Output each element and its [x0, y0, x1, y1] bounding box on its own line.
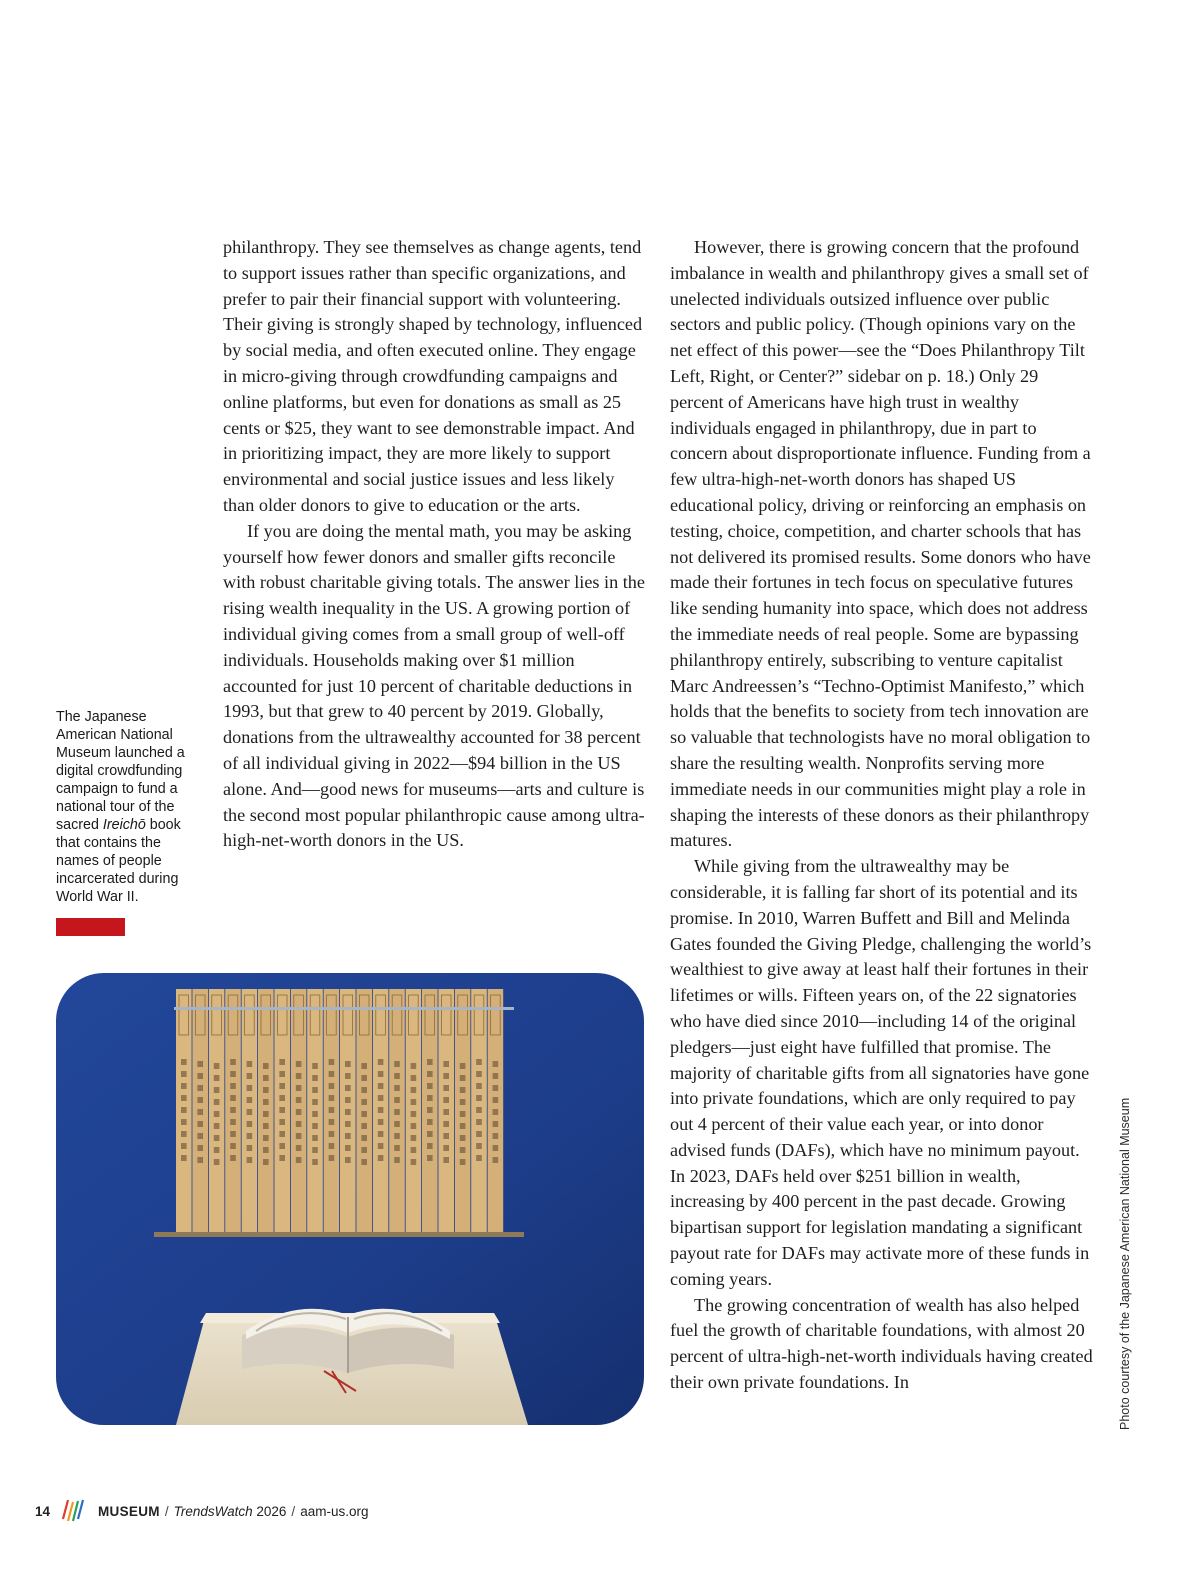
body-column-right [670, 235, 1095, 1396]
website-link[interactable]: aam-us.org [300, 1503, 369, 1519]
aam-logo-icon [60, 1497, 86, 1526]
caption-italic-title: Ireichō [102, 817, 146, 833]
caption-text-end: book that contains the names of people incarcerated during World War II. [56, 817, 181, 905]
series-year: 2026 [256, 1503, 287, 1519]
wooden-slat [307, 989, 323, 1232]
magazine-name: MUSEUM [98, 1503, 160, 1519]
paragraph: If you are doing the mental math, you may be asking yourself how fewer donors and smaller gifts reconcile with robust charitable giving totals. The answer lies in the rising wealth inequality in the US. A growing portion of individual giving comes from a small group of well-off individuals. Households making over $1 million accounted for just 10 percent of charitable deductions in 1993, but that grew to 40 percent by 2019. Globally, donations from the ultrawealthy accounted for 38 percent of all individual giving in 2022—$94 billion in the US alone. And—good news for museums—arts and culture is the second most popular philanthropic cause among ultra-high-net-worth donors in the US. [223, 520, 645, 851]
wooden-slat [258, 989, 274, 1232]
photo-credit: Photo courtesy of the Japanese American National Museum [1118, 1097, 1132, 1430]
page-footer [20, 1498, 368, 1524]
photo-caption [56, 708, 206, 906]
wooden-slat [356, 989, 372, 1232]
series-name: TrendsWatch [173, 1503, 253, 1519]
wooden-slat [209, 989, 225, 1232]
paragraph: However, there is growing concern that the profound imbalance in wealth and philanthropy gives a small set of unelected individuals outsized influence over public sectors and public policy. (Though opinions vary on the net effect of this power—see the “Does Philanthropy Tilt Left, Right, or Center?” sidebar on p. 18.) Only 29 percent of Americans have high trust in wealthy individuals engaged in philanthropy, due in part to concern about disproportionate influence. Funding from a few ultra-high-net-worth donors has shaped US educational policy, driving or reinforcing an emphasis on testing, choice, competition, and charter schools that has not delivered its promised results. Some donors who have made their fortunes in tech focus on speculative futures like sending humanity into space, which does not address the immediate needs of real people. Some are bypassing philanthropy entirely, subscribing to venture capitalist Marc Andreessen’s “Techno-Optimist Manifesto,” which holds that the benefits to society from tech innovation are so valuable that technologists have no moral obligation to share the resulting wealth. Nonprofits serving more immediate needs in our communities might play a role in shaping the interests of these donors as their philanthropy matures. [670, 237, 1091, 851]
body-column-middle [223, 235, 648, 854]
paragraph: The growing concentration of wealth has also helped fuel the growth of charitable foundations, with almost 20 percent of ultra-high-net-worth individuals having created their own private foundations. In [670, 1294, 1093, 1393]
wooden-slat [455, 989, 471, 1232]
paragraph: philanthropy. They see themselves as change agents, tend to support issues rather than specific organizations, and prefer to pair their financial support with volunteering. Their giving is strongly shaped by technology, influenced by social media, and often executed online. They engage in micro-giving through crowdfunding campaigns and online platforms, but even for donations as small as 25 cents or $25, they want to see demonstrable impact. And in prioritizing impact, they are more likely to support environmental and social justice issues and less likely than older donors to give to education or the arts. [223, 237, 643, 515]
accent-bar [56, 918, 125, 936]
footer-separator: / [164, 1503, 169, 1519]
caption-text: The Japanese American National Museum launched a digital crowdfunding campaign to fund a national tour of the sacred [56, 709, 185, 833]
paragraph: While giving from the ultrawealthy may be considerable, it is falling far short of its potential and its promise. In 2010, Warren Buffett and Bill and Melinda Gates founded the Giving Pledge, challenging the world’s wealthiest to give away at least half their fortunes in their lifetimes or wills. Fifteen years on, of the 22 signatories who have died since 2010—including 14 of the original pledgers—just eight have fulfilled that promise. The majority of charitable gifts from all signatories have gone into private foundations, which are only required to pay out 4 percent of their value each year, or into donor advised funds (DAFs), which have no minimum payout. In 2023, DAFs held over $251 billion in wealth, increasing by 400 percent in the past decade. Growing bipartisan support for legislation mandating a significant payout rate for DAFs may activate more of these funds in coming years. [670, 856, 1092, 1289]
wooden-slat [406, 989, 422, 1232]
museum-photo [56, 973, 644, 1425]
page-number: 14 [34, 1503, 50, 1519]
footer-separator: / [291, 1503, 296, 1519]
